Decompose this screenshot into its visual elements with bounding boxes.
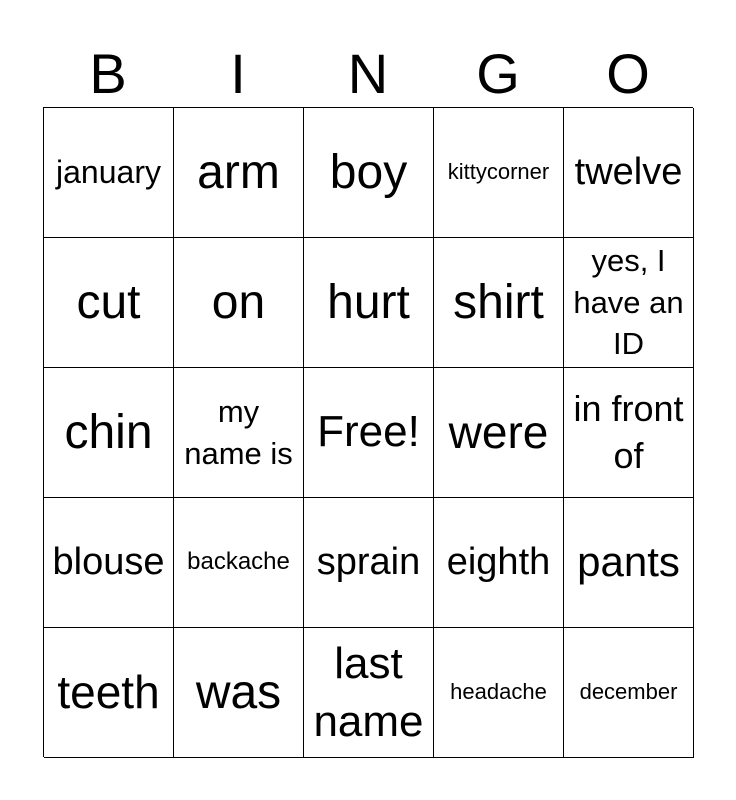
cell-text: twelve [574,150,683,193]
header-letter-g: G [476,42,520,105]
cell-text: blouse [52,540,165,583]
bingo-cell-r2-c1[interactable] [44,238,174,368]
cell-text: teeth [57,666,160,719]
bingo-cell-r5-c3[interactable] [304,628,434,758]
bingo-cell-free[interactable] [304,368,434,498]
cell-text: on [211,275,266,329]
bingo-cell-r3-c5[interactable] [564,368,694,498]
bingo-cell-r2-c4[interactable] [434,238,564,368]
cell-text: headache [450,679,547,705]
cell-text: sprain [316,540,421,583]
bingo-cell-r5-c2[interactable] [174,628,304,758]
cell-text: shirt [453,275,544,329]
cell-text: cut [76,275,141,329]
cell-text: kittycorner [447,159,550,185]
cell-text: backache [187,548,290,576]
cell-text: in front of [573,387,684,476]
bingo-cell-r2-c2[interactable] [174,238,304,368]
cell-text: yes, I have an ID [573,242,684,362]
free-space-label: Free! [317,407,420,457]
bingo-cell-r1-c4[interactable] [434,108,564,238]
bingo-cell-r3-c2[interactable] [174,368,304,498]
bingo-cell-r3-c1[interactable] [44,368,174,498]
cell-text: boy [329,145,408,199]
bingo-cell-r4-c3[interactable] [304,498,434,628]
bingo-cell-r4-c2[interactable] [174,498,304,628]
cell-text: my name is [184,393,293,471]
bingo-cell-r4-c1[interactable] [44,498,174,628]
cell-text: chin [64,405,153,459]
bingo-cell-r2-c3[interactable] [304,238,434,368]
bingo-cell-r4-c5[interactable] [564,498,694,628]
bingo-cell-r1-c2[interactable] [174,108,304,238]
cell-text: were [448,406,549,459]
header-letter-o: O [606,42,650,105]
bingo-board [43,107,693,757]
bingo-cell-r3-c4[interactable] [434,368,564,498]
cell-text: december [579,679,678,705]
cell-text: was [195,665,282,719]
bingo-cell-r5-c5[interactable] [564,628,694,758]
cell-text: eighth [446,540,551,583]
bingo-header [43,40,693,108]
header-letter-b: B [89,42,127,105]
cell-text: arm [197,145,280,199]
bingo-cell-r4-c4[interactable] [434,498,564,628]
cell-text: pants [577,538,680,586]
cell-text: last name [313,639,424,746]
header-letter-i: I [230,42,246,105]
cell-text: january [56,154,161,191]
cell-text: hurt [327,275,410,329]
bingo-cell-r1-c1[interactable] [44,108,174,238]
bingo-cell-r5-c4[interactable] [434,628,564,758]
bingo-cell-r1-c3[interactable] [304,108,434,238]
bingo-cell-r5-c1[interactable] [44,628,174,758]
bingo-cell-r2-c5[interactable] [564,238,694,368]
header-letter-n: N [347,42,389,105]
bingo-cell-r1-c5[interactable] [564,108,694,238]
